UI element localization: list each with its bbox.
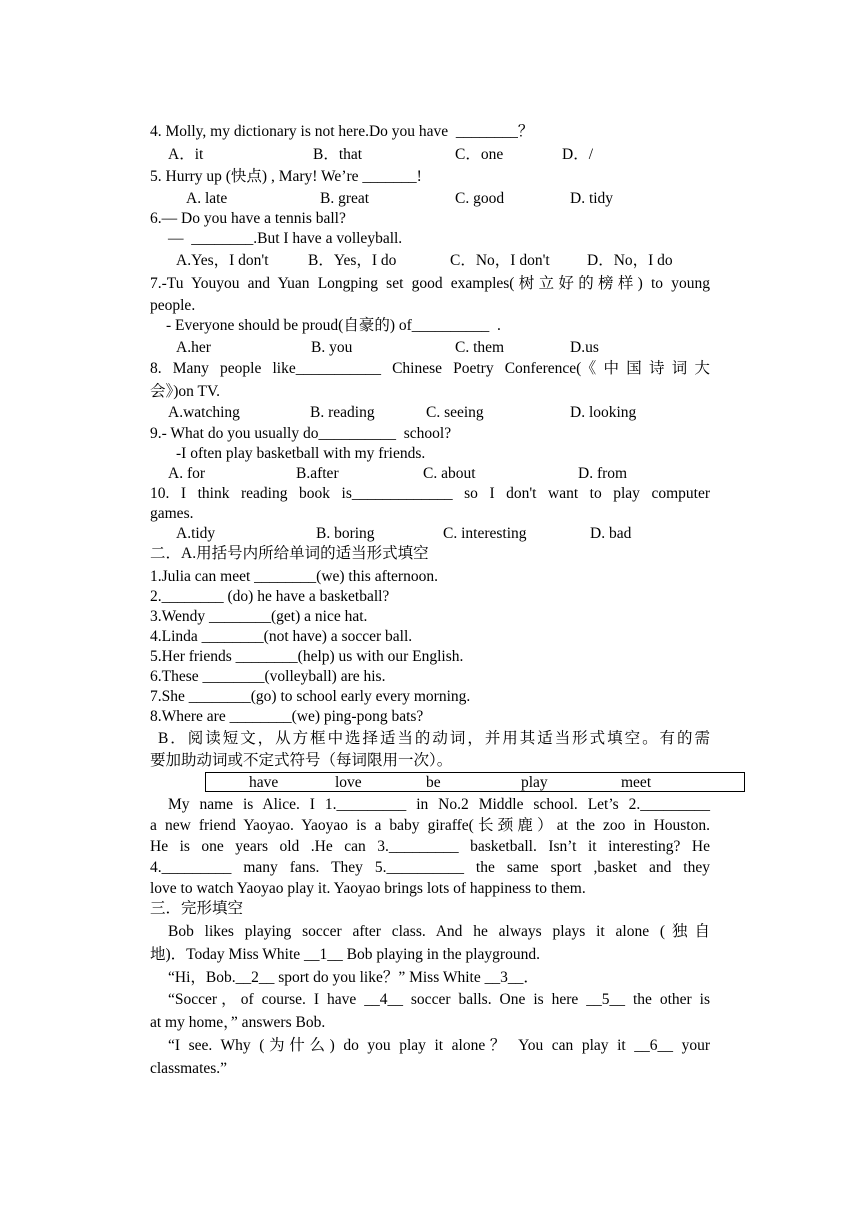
q4-option-d: D．/ bbox=[562, 146, 594, 163]
passage-line-2: a new friend Yaoyao. Yaoyao is a baby giraffe(长颈鹿）at the zoo in Houston. bbox=[150, 817, 710, 834]
q9-option-d: D. from bbox=[578, 465, 628, 482]
q6-option-b: B．Yes，I do bbox=[308, 252, 397, 269]
q6-option-a: A.Yes，I don't bbox=[176, 252, 269, 269]
q10-stem-cont: games. bbox=[150, 505, 194, 522]
q5-option-a: A. late bbox=[186, 190, 228, 207]
passage-line-3: He is one years old .He can 3._________ basketball. Isn’t it interesting? He bbox=[150, 838, 710, 855]
q7-stem: 7.-Tu Youyou and Yuan Longping set good examples(树立好的榜样) to young bbox=[150, 275, 710, 292]
fill-item-3: 3.Wendy ________(get) a nice hat. bbox=[150, 608, 368, 625]
passage-line-5: love to watch Yaoyao play it. Yaoyao brings lots of happiness to them. bbox=[150, 880, 586, 897]
q7-option-b: B. you bbox=[311, 339, 353, 356]
q4-option-a: A．it bbox=[168, 146, 204, 163]
cloze-line-7: classmates.” bbox=[150, 1060, 228, 1077]
q6-option-d: D．No，I do bbox=[587, 252, 673, 269]
q7-option-d: D.us bbox=[570, 339, 599, 356]
cloze-line-1: Bob likes playing soccer after class. And he always plays it alone (独自 bbox=[168, 923, 710, 940]
q8-stem-cont: 会》)on TV. bbox=[150, 383, 221, 400]
fill-item-7: 7.She ________(go) to school early every morning. bbox=[150, 688, 471, 705]
passage-line-4: 4._________ many fans. They 5.__________ the same sport ,basket and they bbox=[150, 859, 710, 876]
q8-option-c: C. seeing bbox=[426, 404, 484, 421]
word-meet: meet bbox=[621, 774, 652, 791]
fill-item-5: 5.Her friends ________(help) us with our English. bbox=[150, 648, 464, 665]
q9-stem: 9.- What do you usually do__________ school? bbox=[150, 425, 452, 442]
fill-item-2: 2.________ (do) he have a basketball? bbox=[150, 588, 390, 605]
q7-stem-cont: people. bbox=[150, 297, 196, 314]
q6-answer-line: — ________.But I have a volleyball. bbox=[168, 230, 403, 247]
q8-option-d: D. looking bbox=[570, 404, 637, 421]
q5-stem: 5. Hurry up (快点) , Mary! We’re _______! bbox=[150, 168, 422, 185]
word-have: have bbox=[249, 774, 279, 791]
q10-option-b: B. boring bbox=[316, 525, 375, 542]
q10-option-d: D. bad bbox=[590, 525, 632, 542]
cloze-line-4: “Soccer，of course. I have __4__ soccer balls. One is here __5__ the other is bbox=[168, 991, 710, 1008]
word-play: play bbox=[521, 774, 548, 791]
fill-item-4: 4.Linda ________(not have) a soccer ball. bbox=[150, 628, 413, 645]
q4-option-c: C．one bbox=[455, 146, 504, 163]
section-2b-heading: B．阅读短文，从方框中选择适当的动词，并用其适当形式填空。有的需 bbox=[158, 730, 710, 747]
q9-option-a: A. for bbox=[168, 465, 206, 482]
fill-item-8: 8.Where are ________(we) ping-pong bats? bbox=[150, 708, 424, 725]
q10-option-c: C. interesting bbox=[443, 525, 527, 542]
q10-stem: 10. I think reading book is_____________ so I don't want to play computer bbox=[150, 485, 710, 502]
cloze-line-6: “I see. Why (为什么) do you play it alone？ You can play it __6__ your bbox=[168, 1037, 710, 1054]
cloze-line-5: at my home，” answers Bob. bbox=[150, 1014, 326, 1031]
section-3-heading: 三．完形填空 bbox=[150, 900, 244, 917]
fill-item-6: 6.These ________(volleyball) are his. bbox=[150, 668, 386, 685]
q9-option-c: C. about bbox=[423, 465, 476, 482]
section-2b-heading-cont: 要加助动词或不定式符号（每词限用一次）。 bbox=[150, 752, 453, 769]
cloze-line-3: “Hi，Bob.__2__ sport do you like？” Miss White __3__． bbox=[168, 969, 539, 986]
section-2a-heading: 二．A.用括号内所给单词的适当形式填空 bbox=[150, 545, 429, 562]
word-love: love bbox=[335, 774, 362, 791]
q6-option-c: C．No，I don't bbox=[450, 252, 550, 269]
q5-option-d: D. tidy bbox=[570, 190, 614, 207]
q10-option-a: A.tidy bbox=[176, 525, 216, 542]
q5-option-b: B. great bbox=[320, 190, 370, 207]
q7-option-a: A.her bbox=[176, 339, 211, 356]
q4-option-b: B．that bbox=[313, 146, 363, 163]
q8-option-a: A.watching bbox=[168, 404, 240, 421]
q4-stem: 4. Molly, my dictionary is not here.Do you have ________？ bbox=[150, 123, 534, 140]
passage-line-1: My name is Alice. I 1._________ in No.2 Middle school. Let’s 2._________ bbox=[168, 796, 710, 813]
q6-stem: 6.— Do you have a tennis ball? bbox=[150, 210, 346, 227]
q7-option-c: C. them bbox=[455, 339, 505, 356]
q8-stem: 8. Many people like___________ Chinese Poetry Conference(《中国诗词大 bbox=[150, 360, 710, 377]
q9-option-b: B.after bbox=[296, 465, 339, 482]
word-be: be bbox=[426, 774, 441, 791]
q5-option-c: C. good bbox=[455, 190, 505, 207]
q8-option-b: B. reading bbox=[310, 404, 375, 421]
q7-response: - Everyone should be proud(自豪的) of__________ . bbox=[166, 317, 501, 334]
fill-item-1: 1.Julia can meet ________(we) this afternoon. bbox=[150, 568, 438, 585]
q9-response: -I often play basketball with my friends. bbox=[176, 445, 426, 462]
word-box bbox=[205, 772, 745, 792]
cloze-line-2: 地)．Today Miss White __1__ Bob playing in the playground. bbox=[150, 946, 540, 963]
